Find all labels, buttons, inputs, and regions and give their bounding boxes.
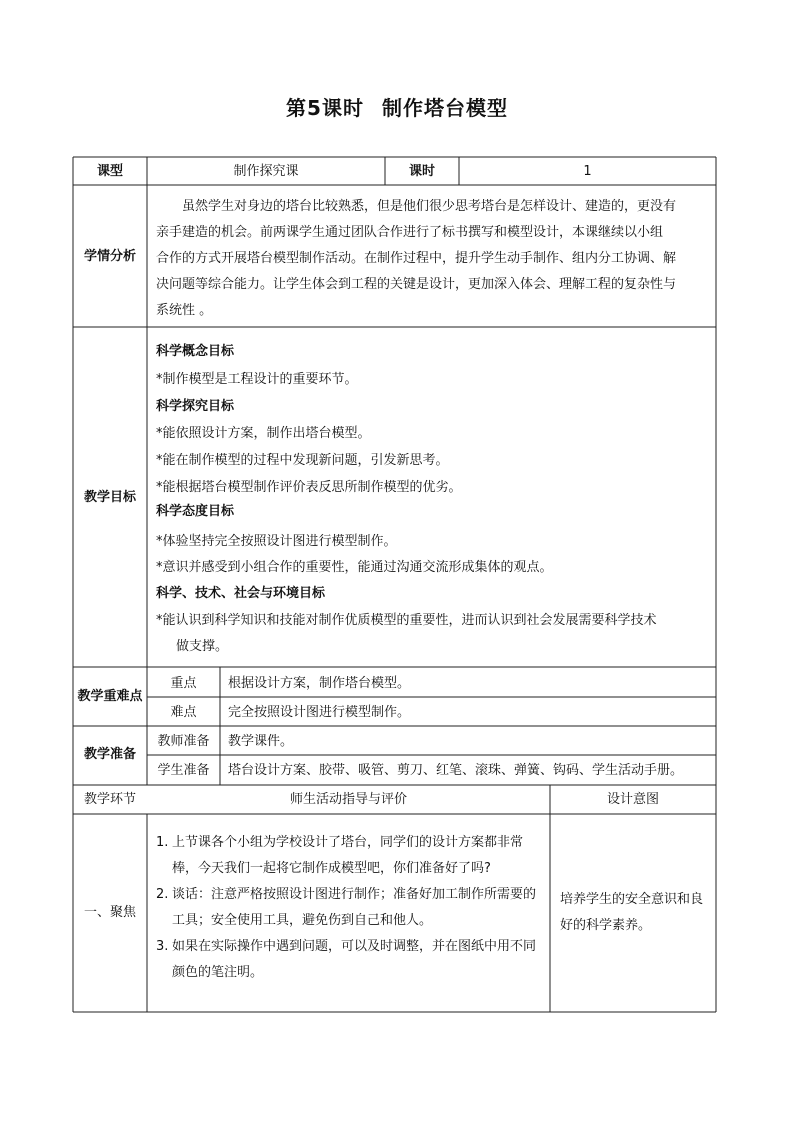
stage-step: [156, 830, 546, 882]
analysis-line: 亲手建造的机会。前两课学生通过团队合作进行了标书撰写和模型设计，本课继续以小组: [156, 225, 664, 240]
title-lesson-name: 制作塔台模型: [381, 96, 508, 120]
difficulty-label: 难点: [170, 705, 197, 720]
title-lesson-number: 第5课时: [286, 96, 364, 120]
inquiry-objective-item: *能根据塔台模型制作评价表反思所制作模型的优劣。: [156, 480, 462, 495]
concept-objective-heading: 科学概念目标: [156, 344, 235, 359]
stage-focus-intent: 培养学生的安全意识和良好的科学素养。: [560, 892, 704, 933]
teacher-prep-label: 教师准备: [157, 734, 210, 749]
sts-objective-heading: 科学、技术、社会与环境目标: [156, 586, 326, 601]
attitude-objective-item: *体验坚持完全按照设计图进行模型制作。: [156, 534, 397, 549]
lesson-type-value: 制作探究课: [233, 164, 299, 179]
key-points-label: 教学重难点: [77, 689, 143, 704]
student-prep-value: 塔台设计方案、胶带、吸管、剪刀、红笔、滚珠、弹簧、钩码、学生活动手册。: [228, 763, 684, 778]
step-text: 如果在实际操作中遇到问题，可以及时调整，并在图纸中用不同颜色的笔注明。: [172, 939, 537, 980]
step-number: 3.: [156, 939, 169, 954]
lesson-hours-label: 课时: [408, 164, 435, 179]
concept-objective-item: *制作模型是工程设计的重要环节。: [156, 372, 358, 387]
analysis-text: [156, 194, 712, 324]
stage-focus-steps: [156, 830, 546, 986]
step-text: 上节课各个小组为学校设计了塔台，同学们的设计方案都非常棒，今天我们一起将它制作成模型吧，你们准备好了吗?: [172, 835, 524, 876]
inquiry-objective-item: *能在制作模型的过程中发现新问题，引发新思考。: [156, 453, 449, 468]
analysis-line: 系统性 。: [156, 303, 213, 318]
analysis-line: 虽然学生对身边的塔台比较熟悉，但是他们很少思考塔台是怎样设计、建造的，更没有: [156, 199, 677, 214]
step-text: 谈话：注意严格按照设计图进行制作；准备好加工制作所需要的工具；安全使用工具，避免伤到自己和他人。: [172, 887, 537, 928]
lesson-type-label: 课型: [96, 164, 123, 179]
attitude-objective-heading: 科学态度目标: [156, 504, 235, 519]
attitude-objective-item: *意识并感受到小组合作的重要性，能通过沟通交流形成集体的观点。: [156, 560, 553, 575]
process-col-intent-header: 设计意图: [606, 792, 659, 807]
inquiry-objective-item: *能依照设计方案，制作出塔台模型。: [156, 426, 371, 441]
objectives-label: 教学目标: [83, 490, 136, 505]
preparation-label: 教学准备: [83, 747, 136, 762]
analysis-line: 合作的方式开展塔台模型制作活动。在制作过程中，提升学生动手制作、组内分工协调、解: [156, 251, 677, 266]
sts-objective-item: *能认识到科学知识和技能对制作优质模型的重要性，进而认识到社会发展需要科学技术: [156, 613, 657, 628]
stage-focus-name: 一、聚焦: [83, 905, 136, 920]
sts-objective-item-continued: 做支撑。: [176, 639, 229, 654]
analysis-line: 决问题等综合能力。让学生体会到工程的关键是设计，更加深入体会、理解工程的复杂性与: [156, 277, 677, 292]
focus-value: 根据设计方案，制作塔台模型。: [228, 676, 411, 691]
stage-step: [156, 882, 546, 934]
step-number: 2.: [156, 887, 169, 902]
process-col-stage-header: 教学环节: [83, 792, 136, 807]
stage-step: [156, 934, 546, 986]
lesson-hours-value: 1: [583, 164, 592, 179]
page-title: [0, 92, 794, 121]
focus-label: 重点: [170, 676, 197, 691]
student-prep-label: 学生准备: [157, 763, 210, 778]
difficulty-value: 完全按照设计图进行模型制作。: [228, 705, 411, 720]
step-number: 1.: [156, 835, 169, 850]
teacher-prep-value: 教学课件。: [228, 734, 294, 749]
inquiry-objective-heading: 科学探究目标: [156, 399, 235, 414]
process-col-activity-header: 师生活动指导与评价: [289, 792, 407, 807]
analysis-label: 学情分析: [83, 249, 136, 264]
